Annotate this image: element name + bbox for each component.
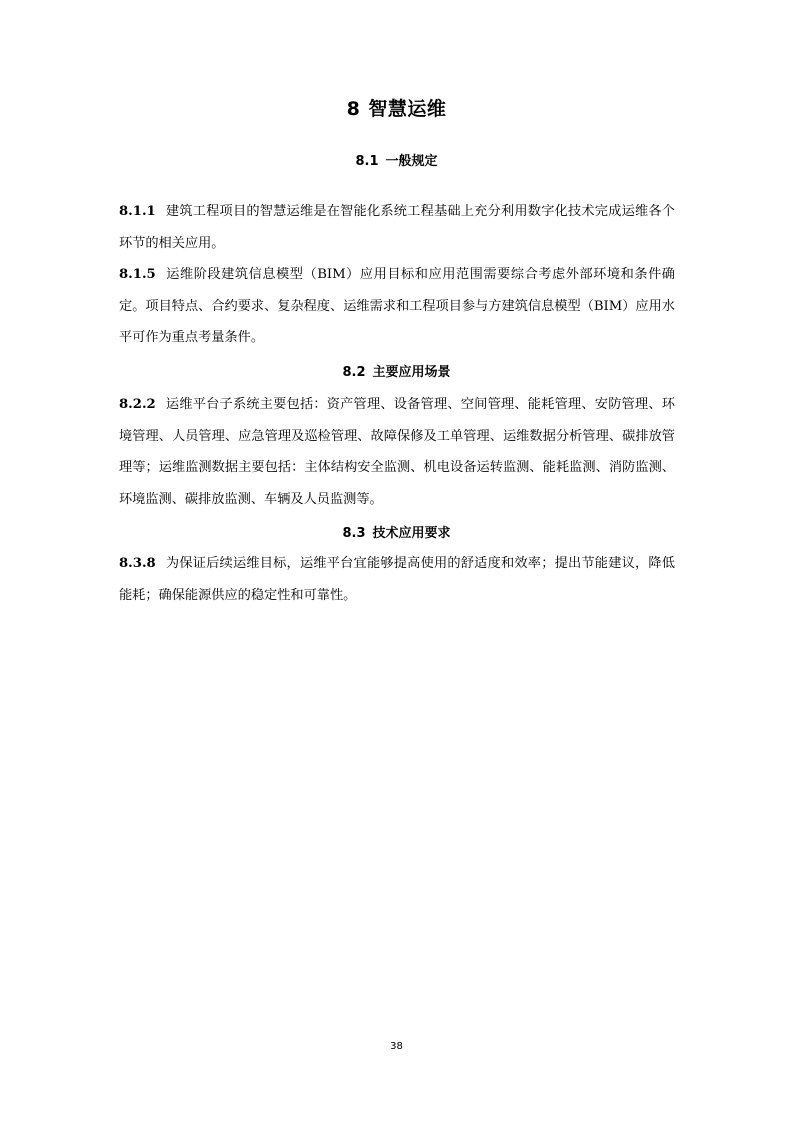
chapter-number: 8 — [346, 98, 361, 120]
section-heading-text: 技术应用要求 — [372, 526, 451, 541]
section-title-8-1 — [0, 150, 793, 169]
section-heading-text: 一般规定 — [385, 154, 438, 169]
section-heading-text: 主要应用场景 — [372, 365, 451, 380]
clause-text: 运维阶段建筑信息模型（BIM）应用目标和应用范围需要综合考虑外部环境和条件确定。项目特点、合约要求、复杂程度、运维需求和工程项目参与方建筑信息模型（BIM）应用水平可作为重点考量条件。 — [119, 267, 675, 345]
clause-8-1-1 — [119, 196, 675, 259]
section-title-8-3 — [0, 522, 793, 541]
clause-8-3-8 — [119, 548, 675, 611]
section-number: 8.3 — [342, 526, 366, 541]
section-number: 8.2 — [342, 365, 366, 380]
section-title-8-2 — [0, 361, 793, 380]
clause-text: 运维平台子系统主要包括：资产管理、设备管理、空间管理、能耗管理、安防管理、环境管理、人员管理、应急管理及巡检管理、故障保修及工单管理、运维数据分析管理、碳排放管理等；运维监测数据主要包括：主体结构安全监测、机电设备运转监测、能耗监测、消防监测、环境监测、碳排放监测、车辆及人员监测等。 — [119, 397, 675, 507]
clause-8-2-2 — [119, 389, 675, 515]
clause-text: 为保证后续运维目标，运维平台宜能够提高使用的舒适度和效率；提出节能建议，降低能耗；确保能源供应的稳定性和可靠性。 — [119, 556, 675, 603]
clause-number: 8.1.1 — [119, 204, 156, 219]
page-number: 38 — [390, 1041, 403, 1052]
clause-8-1-5 — [119, 259, 675, 354]
chapter-title — [0, 94, 793, 121]
clause-number: 8.2.2 — [119, 397, 156, 412]
clause-number: 8.1.5 — [119, 267, 156, 282]
section-number: 8.1 — [355, 154, 379, 169]
clause-text: 建筑工程项目的智慧运维是在智能化系统工程基础上充分利用数字化技术完成运维各个环节的相关应用。 — [119, 204, 675, 251]
clause-number: 8.3.8 — [119, 556, 156, 571]
chapter-heading-text: 智慧运维 — [368, 98, 447, 120]
